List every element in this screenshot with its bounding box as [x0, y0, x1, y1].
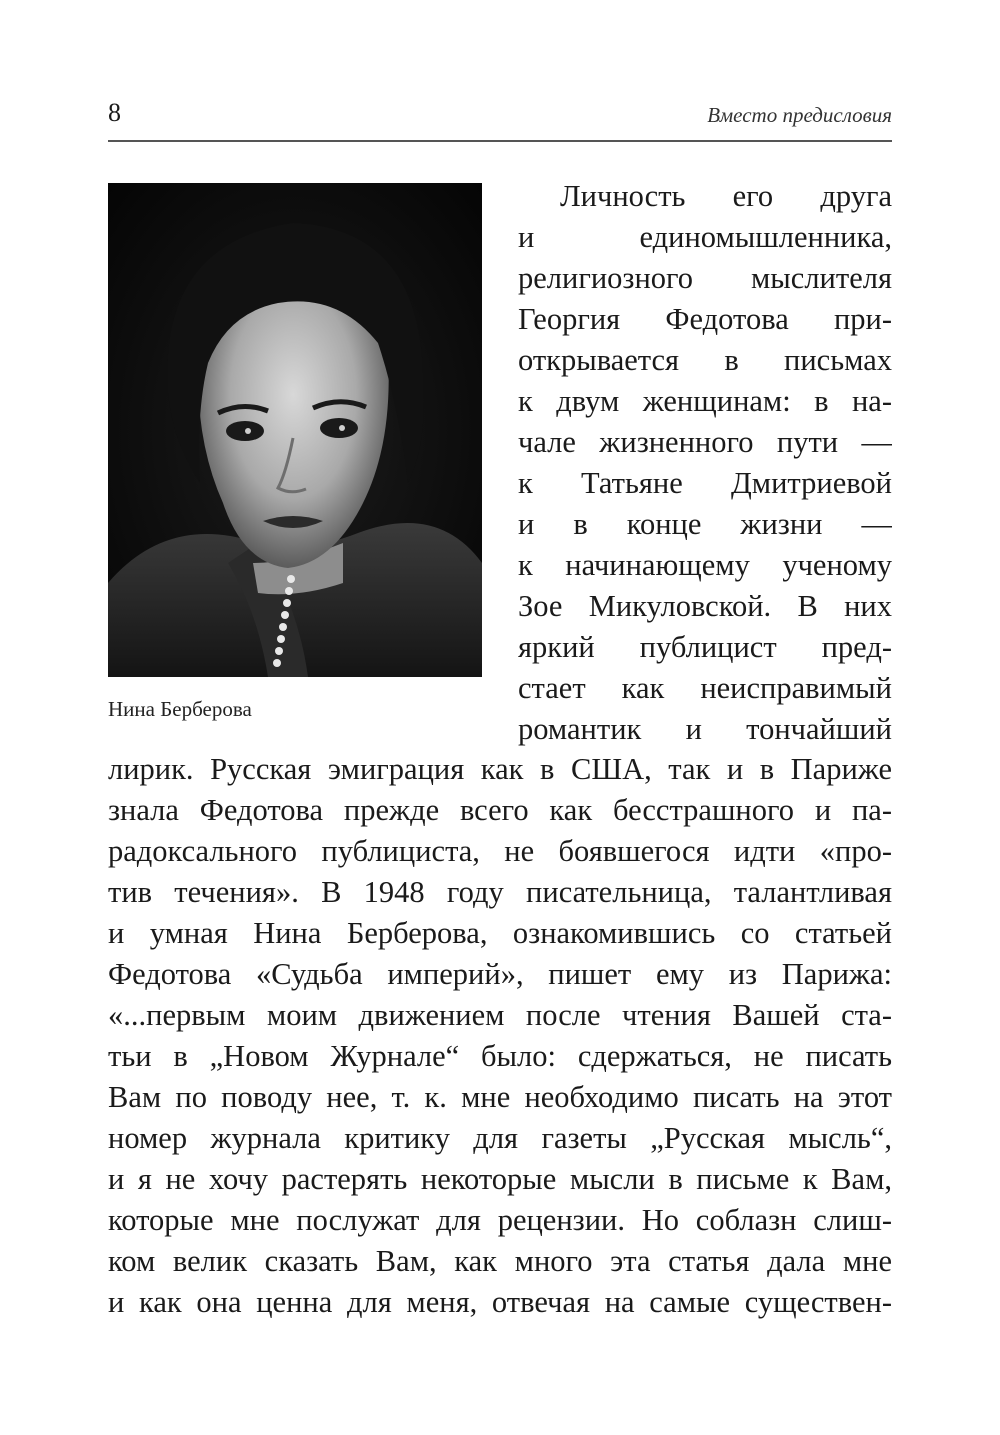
- text-line: религиозного мыслителя: [518, 261, 892, 295]
- text-line: лирик. Русская эмиграция как в США, так и в Париже: [108, 752, 892, 786]
- text-line: открывается в письмах: [518, 343, 892, 377]
- text-line: и умная Нина Берберова, ознакомившись со статьей: [108, 916, 892, 950]
- text-line: радоксального публициста, не боявшегося идти «про-: [108, 834, 892, 868]
- text-line: к Татьяне Дмитриевой: [518, 466, 892, 500]
- wrapped-paragraph-column: [518, 176, 892, 750]
- portrait-photo: [108, 183, 482, 677]
- page-number: 8: [108, 98, 121, 127]
- text-line: к начинающему ученому: [518, 548, 892, 582]
- photo-caption: Нина Берберова: [108, 697, 252, 721]
- text-line: «...первым моим движением после чтения Вашей ста-: [108, 998, 892, 1032]
- text-line: Личность его друга: [560, 179, 892, 213]
- text-line: Федотова «Судьба империй», пишет ему из Парижа:: [108, 957, 892, 991]
- text-line: стает как неисправимый: [518, 671, 892, 705]
- body-text-full-width: [108, 749, 892, 1323]
- text-line: Зое Микуловской. В них: [518, 589, 892, 623]
- text-line: и я не хочу растерять некоторые мысли в письме к Вам,: [108, 1162, 892, 1196]
- text-line: и как она ценна для меня, отвечая на самые существен-: [108, 1285, 892, 1319]
- text-line: и в конце жизни —: [518, 507, 892, 541]
- text-line: чале жизненного пути —: [518, 425, 892, 459]
- text-line: к двум женщинам: в на-: [518, 384, 892, 418]
- text-line: ком велик сказать Вам, как много эта статья дала мне: [108, 1244, 892, 1278]
- text-line: которые мне послужат для рецензии. Но соблазн слиш-: [108, 1203, 892, 1237]
- text-line: романтик и тончайший: [518, 712, 892, 746]
- text-line: номер журнала критику для газеты „Русская мысль“,: [108, 1121, 892, 1155]
- running-header: [108, 96, 892, 142]
- text-line: Георгия Федотова при-: [518, 302, 892, 336]
- text-line: тив течения». В 1948 году писательница, талантливая: [108, 875, 892, 909]
- text-line: Вам по поводу нее, т. к. мне необходимо писать на этот: [108, 1080, 892, 1114]
- text-line: знала Федотова прежде всего как бесстрашного и па-: [108, 793, 892, 827]
- text-line: и единомышленника,: [518, 220, 892, 254]
- text-line: яркий публицист пред-: [518, 630, 892, 664]
- running-head-title: Вместо предисловия: [707, 103, 892, 127]
- text-line: тьи в „Новом Журнале“ было: сдержаться, не писать: [108, 1039, 892, 1073]
